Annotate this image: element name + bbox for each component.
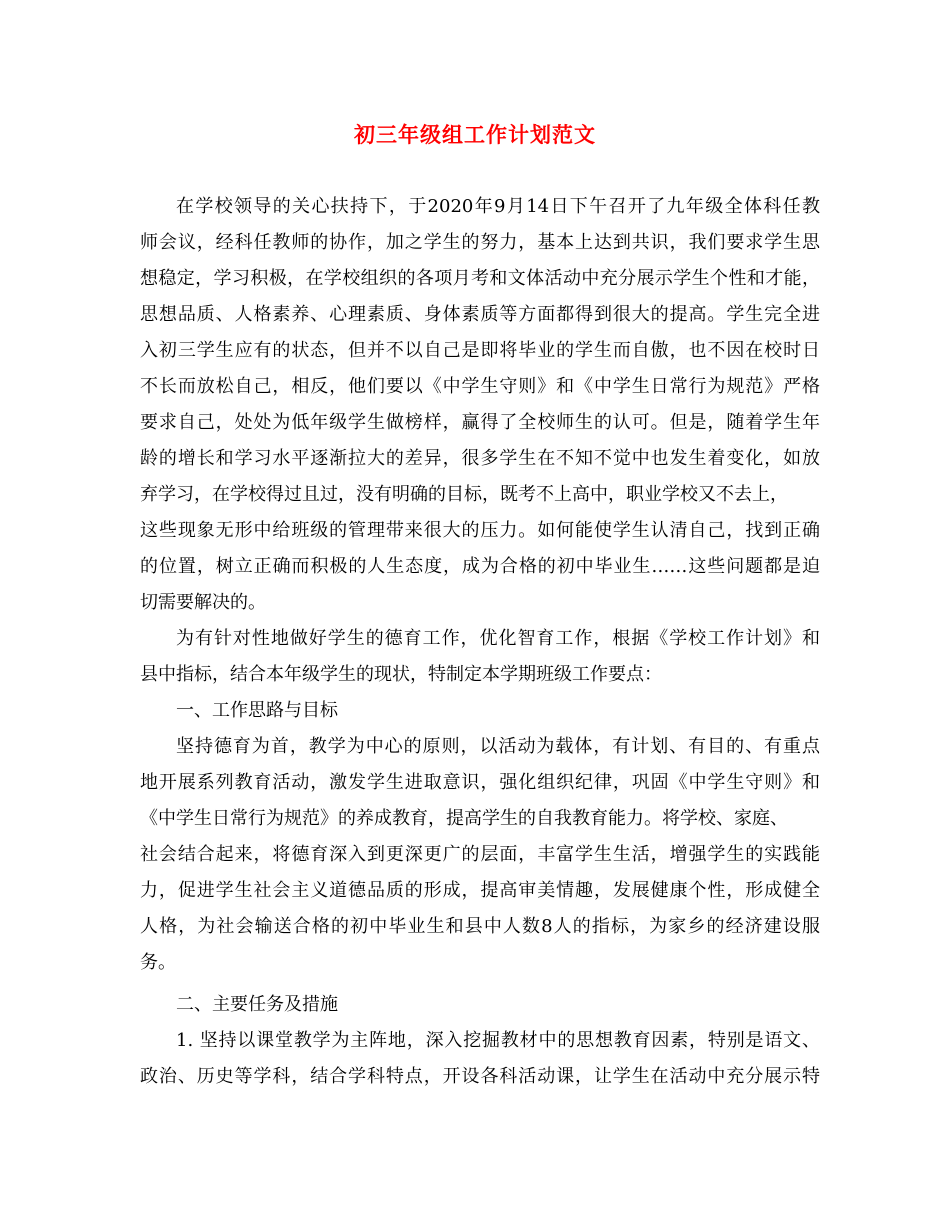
text-line: 人格，为社会输送合格的初中毕业生和县中人数8人的指标，为家乡的经济建设服 [140, 916, 820, 937]
document-body [140, 189, 820, 1095]
text-line: 入初三学生应有的状态，但并不以自己是即将毕业的学生而自傲，也不因在校时日 [140, 340, 820, 361]
text-line: 务。 [140, 952, 176, 973]
text-line: 这些现象无形中给班级的管理带来很大的压力。如何能使学生认清自己，找到正确 [140, 520, 820, 541]
text-line: 二、主要任务及措施 [176, 994, 338, 1015]
text-line: 社会结合起来，将德育深入到更深更广的层面，丰富学生生活，增强学生的实践能 [140, 844, 820, 865]
text-line: 不长而放松自己，相反，他们要以《中学生守则》和《中学生日常行为规范》严格 [140, 376, 820, 397]
text-line: 一、工作思路与目标 [176, 700, 338, 721]
text-line: 为有针对性地做好学生的德育工作，优化智育工作，根据《学校工作计划》和 [176, 628, 820, 649]
text-line: 师会议，经科任教师的协作，加之学生的努力，基本上达到共识，我们要求学生思 [140, 232, 820, 253]
text-line: 龄的增长和学习水平逐渐拉大的差异，很多学生在不知不觉中也发生着变化，如放 [140, 448, 820, 469]
text-line: 政治、历史等学科，结合学科特点，开设各科活动课，让学生在活动中充分展示特 [140, 1066, 820, 1087]
text-line: 地开展系列教育活动，激发学生进取意识，强化组织纪律，巩固《中学生守则》和 [140, 772, 820, 793]
text-line: 力，促进学生社会主义道德品质的形成，提高审美情趣，发展健康个性，形成健全 [140, 880, 820, 901]
text-line: 县中指标，结合本年级学生的现状，特制定本学期班级工作要点： [140, 664, 662, 685]
text-line: 在学校领导的关心扶持下，于2020年9月14日下午召开了九年级全体科任教 [176, 196, 820, 217]
text-line: 的位置，树立正确而积极的人生态度，成为合格的初中毕业生……这些问题都是迫 [140, 556, 820, 577]
text-line: 想稳定，学习积极，在学校组织的各项月考和文体活动中充分展示学生个性和才能， [140, 268, 820, 289]
text-line: 思想品质、人格素养、心理素质、身体素质等方面都得到很大的提高。学生完全进 [140, 304, 820, 325]
text-line: 要求自己，处处为低年级学生做榜样，赢得了全校师生的认可。但是，随着学生年 [140, 412, 820, 433]
document-title: 初三年级组工作计划范文 [354, 122, 596, 147]
text-line: 《中学生日常行为规范》的养成教育，提高学生的自我教育能力。将学校、家庭、 [140, 808, 788, 829]
text-line: 弃学习，在学校得过且过，没有明确的目标，既考不上高中，职业学校又不去上， [140, 484, 788, 505]
text-line: 坚持德育为首，教学为中心的原则，以活动为载体，有计划、有目的、有重点 [176, 736, 820, 757]
text-line: 1. 坚持以课堂教学为主阵地，深入挖掘教材中的思想教育因素，特别是语文、 [176, 1030, 820, 1051]
text-line: 切需要解决的。 [140, 592, 266, 613]
